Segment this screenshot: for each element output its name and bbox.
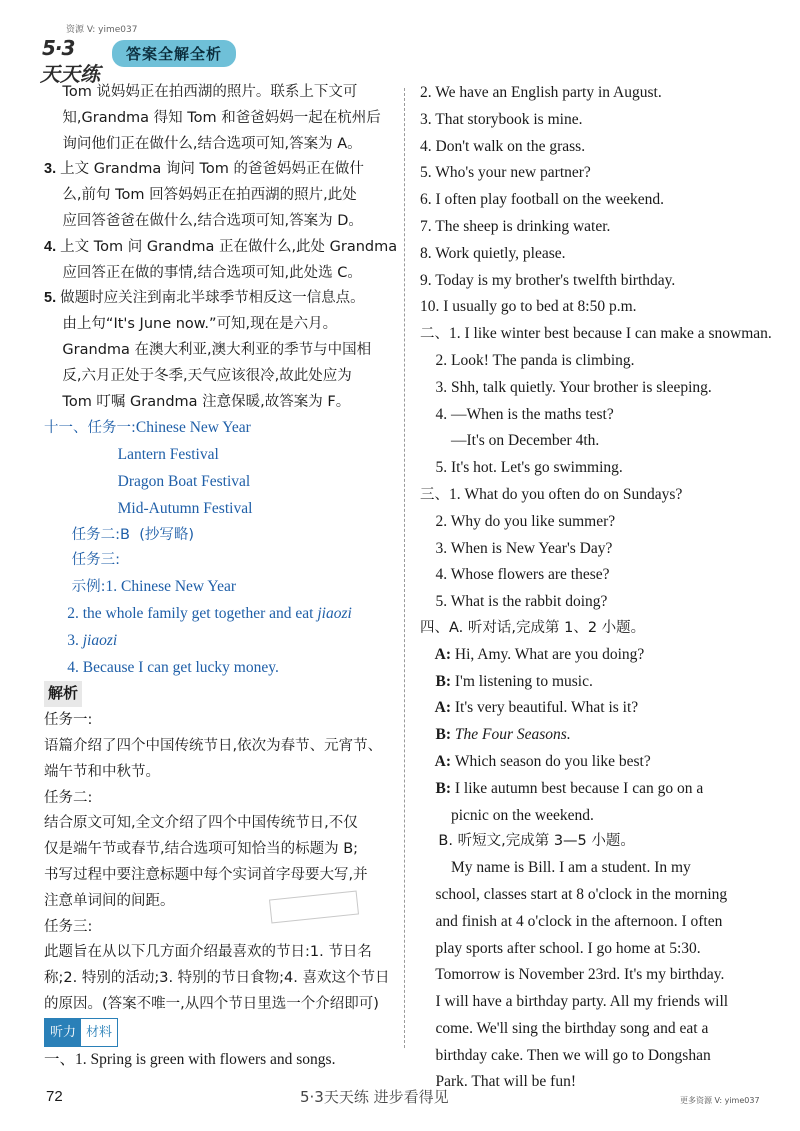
text-line (44, 863, 399, 889)
text-segment: 知,Grandma 得知 Tom 和爸爸妈妈一起在杭州后 (44, 109, 381, 126)
text-line (44, 786, 399, 812)
text-line (44, 734, 399, 760)
text-line (44, 708, 399, 734)
logo-line2: 天天练 (40, 62, 100, 86)
text-segment: 4. Whose flowers are these? (420, 566, 610, 584)
text-segment: 示例: (44, 579, 106, 596)
text-line (44, 574, 399, 601)
text-line (420, 107, 765, 134)
text-segment: Grandma 在澳大利亚,澳大利亚的季节与中国相 (44, 341, 372, 358)
text-line (44, 992, 399, 1018)
text-line (420, 936, 765, 963)
text-line (420, 989, 765, 1016)
text-line (44, 940, 399, 966)
top-watermark: 资源 V: yime037 (66, 25, 138, 35)
text-segment: A: (420, 699, 455, 717)
text-segment: 此题旨在从以下几方面介绍最喜欢的节日:1. 节日名 (44, 944, 372, 961)
text-line (420, 241, 765, 268)
text-line (420, 214, 765, 241)
text-segment: 上文 Grandma 询问 Tom 的爸爸妈妈正在做什 (60, 161, 364, 178)
text-line (420, 375, 765, 402)
brand-logo (38, 28, 108, 84)
text-segment: 4. (44, 238, 61, 255)
text-segment: 7. The sheep is drinking water. (420, 217, 611, 235)
text-segment: Lantern Festival (44, 446, 219, 464)
listening-tag (44, 1018, 118, 1048)
text-line (44, 209, 399, 235)
text-line (44, 132, 399, 158)
text-segment: 5. What is the rabbit doing? (420, 593, 608, 611)
text-segment: B: (420, 672, 455, 690)
left-column (44, 80, 399, 1074)
text-segment: 10. I usually go to bed at 8:50 p.m. (420, 298, 637, 316)
footer-watermark: 更多资源 V: yime037 (680, 1096, 760, 1105)
text-segment: Hi, Amy. What are you doing? (454, 645, 645, 663)
text-line (420, 402, 765, 429)
text-line (420, 803, 765, 830)
text-line (44, 338, 399, 364)
text-segment: 4. Because I can get lucky money. (44, 658, 279, 676)
text-segment: 任务三: (44, 918, 93, 935)
text-segment: 由上句“It's June now.”可知,现在是六月。 (44, 316, 338, 333)
text-line (420, 348, 765, 375)
text-segment: 4. Don't walk on the grass. (420, 137, 586, 155)
text-segment: 5. Who's your new partner? (420, 164, 591, 182)
text-line (44, 1047, 399, 1074)
text-segment: 任务一: (44, 712, 93, 729)
text-line (420, 321, 772, 348)
text-line (44, 760, 399, 786)
text-segment: 1. What do you often do on Sundays? (449, 485, 683, 503)
text-line (420, 855, 765, 882)
text-segment: 三、 (420, 486, 449, 503)
text-segment: jiaozi (317, 604, 352, 622)
text-segment: B. 听短文,完成第 3—5 小题。 (420, 833, 635, 850)
text-line (420, 882, 765, 909)
text-segment: B: (420, 779, 455, 797)
text-segment: Tomorrow is November 23rd. It's my birthday. (420, 966, 725, 984)
text-line (44, 966, 399, 992)
text-line (420, 776, 765, 803)
text-segment: school, classes start at 8 o'clock in the morning (420, 885, 728, 903)
text-segment: 四、A. 听对话,完成第 1、2 小题。 (420, 619, 646, 636)
text-segment: 3. (44, 631, 83, 649)
text-line (420, 294, 765, 321)
text-line (44, 655, 399, 682)
text-segment: 结合原文可知,全文介绍了四个中国传统节日,不仅 (44, 815, 358, 832)
text-segment: 任务二: (44, 789, 93, 806)
text-line (420, 268, 765, 295)
text-line (420, 536, 765, 563)
text-segment: 的原因。(答案不唯一,从四个节日里选一个介绍即可) (44, 995, 379, 1012)
text-segment: birthday cake. Then we will go to Dongshan (420, 1046, 711, 1064)
page-number: 72 (46, 1088, 63, 1105)
text-segment: 任务三: (44, 552, 121, 569)
text-segment: A: (420, 752, 455, 770)
text-segment: 1. I like winter best because I can make a snowman. (449, 325, 772, 343)
section-banner: 答案全解全析 (112, 40, 236, 67)
text-line (420, 669, 765, 696)
text-line (44, 548, 399, 574)
text-line (44, 157, 399, 183)
text-segment: come. We'll sing the birthday song and eat a (420, 1019, 709, 1037)
text-line (420, 187, 765, 214)
text-line (420, 80, 765, 107)
text-line (44, 80, 399, 106)
text-line (420, 749, 765, 776)
text-line (44, 681, 399, 708)
text-segment: Park. That will be fun! (420, 1073, 576, 1091)
column-divider (404, 88, 405, 1048)
text-segment: 书写过程中要注意标题中每个实词首字母要大写,并 (44, 866, 368, 883)
text-segment: 3. When is New Year's Day? (420, 539, 613, 557)
text-line (420, 428, 765, 455)
text-segment: 应回答爸爸在做什么,结合选项可知,答案为 D。 (44, 212, 363, 229)
text-line (44, 415, 399, 442)
text-segment: and finish at 4 o'clock in the afternoon. I often (420, 912, 723, 930)
text-line (420, 562, 765, 589)
text-segment: Tom 叮嘱 Grandma 注意保暖,故答案为 F。 (44, 393, 351, 410)
text-line (420, 1069, 765, 1096)
text-segment: 2. the whole family get together and eat (44, 604, 318, 622)
text-segment: 6. I often play football on the weekend. (420, 191, 665, 209)
text-line (420, 722, 765, 749)
text-segment: jiaozi (82, 631, 118, 649)
text-segment: 3. Shh, talk quietly. Your brother is sleeping. (420, 378, 712, 396)
text-segment: A: (420, 645, 455, 663)
text-line (44, 183, 399, 209)
text-line (420, 616, 765, 642)
text-segment: 端午节和中秋节。 (44, 763, 160, 780)
page-header (38, 22, 758, 86)
text-segment: 3. (44, 161, 61, 178)
text-segment: 二、 (420, 326, 449, 343)
text-segment: Dragon Boat Festival (44, 472, 251, 490)
text-segment: 称;2. 特别的活动;3. 特别的节日食物;4. 喜欢这个节日 (44, 970, 390, 987)
text-line (420, 695, 765, 722)
text-line (44, 286, 399, 312)
text-segment: —It's on December 4th. (420, 432, 600, 450)
text-line (420, 829, 765, 855)
text-segment: 询问他们正在做什么,结合选项可知,答案为 A。 (44, 135, 362, 152)
text-segment: 反,六月正处于冬季,天气应该很冷,故此处应为 (44, 367, 352, 384)
text-segment: 解析 (44, 681, 82, 707)
text-line (44, 811, 399, 837)
text-line (44, 106, 399, 132)
text-line (420, 1043, 765, 1070)
text-line (420, 589, 765, 616)
text-segment: 么,前句 Tom 回答妈妈正在拍西湖的照片,此处 (44, 187, 357, 204)
text-segment: 仅是端午节或春节,结合选项可知恰当的标题为 B; (44, 841, 359, 858)
text-segment: I will have a birthday party. All my friends will (420, 993, 729, 1011)
text-segment: B: (420, 726, 455, 744)
text-line (44, 837, 399, 863)
text-segment: 1. Chinese New Year (105, 578, 236, 596)
text-segment: 2. Why do you like summer? (420, 512, 616, 530)
text-segment: 3. That storybook is mine. (420, 110, 583, 128)
text-line (44, 523, 399, 549)
text-line (44, 312, 399, 338)
text-segment: Chinese New Year (135, 419, 251, 437)
right-column (420, 80, 772, 1096)
listening-tag-a: 听力 (45, 1019, 81, 1047)
text-segment: Which season do you like best? (454, 752, 651, 770)
text-line (44, 628, 399, 655)
footer-slogan: 5·3天天练 进步看得见 (300, 1088, 449, 1106)
text-segment: Tom 说妈妈正在拍西湖的照片。联系上下文可 (44, 84, 358, 100)
text-segment: 8. Work quietly, please. (420, 244, 566, 262)
text-line (44, 469, 399, 496)
text-line (420, 134, 765, 161)
text-line (420, 962, 765, 989)
text-line (420, 1016, 765, 1043)
text-segment: My name is Bill. I am a student. In my (420, 859, 691, 877)
text-line (44, 496, 399, 523)
text-segment: 十一、任务一: (44, 420, 136, 437)
text-segment: 上文 Tom 问 Grandma 正在做什么,此处 Grandma (60, 238, 398, 255)
text-line (44, 364, 399, 390)
text-line (420, 642, 765, 669)
text-line (44, 235, 399, 261)
text-segment: 5. (44, 290, 61, 307)
text-line (420, 160, 765, 187)
text-segment: 2. We have an English party in August. (420, 84, 662, 101)
listening-material-label (44, 1018, 399, 1048)
logo-line1: 5·3 (42, 36, 75, 60)
text-segment: 注意单词间的间距。 (44, 892, 175, 909)
text-segment: 一、1. Spring is green with flowers and songs. (44, 1051, 336, 1069)
text-line (44, 261, 399, 287)
text-segment: 4. —When is the maths test? (420, 405, 614, 423)
text-segment: picnic on the weekend. (420, 806, 594, 824)
text-segment: play sports after school. I go home at 5:30. (420, 939, 701, 957)
text-segment: I'm listening to music. (454, 672, 593, 690)
text-line (420, 482, 765, 509)
text-line (420, 509, 765, 536)
text-segment: It's very beautiful. What is it? (454, 699, 639, 717)
text-segment: 做题时应关注到南北半球季节相反这一信息点。 (60, 290, 365, 307)
text-line (420, 909, 765, 936)
text-segment: I like autumn best because I can go on a (454, 779, 704, 797)
text-segment: 5. It's hot. Let's go swimming. (420, 459, 623, 477)
text-segment: The Four Seasons. (454, 726, 571, 744)
text-segment: 2. Look! The panda is climbing. (420, 351, 635, 369)
text-line (44, 915, 399, 941)
text-segment: Mid-Autumn Festival (44, 499, 253, 517)
text-segment: 任务二:B (抄写略) (44, 526, 195, 543)
text-segment: 语篇介绍了四个中国传统节日,依次为春节、元宵节、 (44, 737, 383, 754)
text-line (44, 601, 399, 628)
text-line (420, 455, 765, 482)
text-segment: 9. Today is my brother's twelfth birthday. (420, 271, 676, 289)
text-line (44, 442, 399, 469)
listening-tag-b: 材料 (81, 1019, 117, 1047)
text-segment: 应回答正在做的事情,结合选项可知,此处选 C。 (44, 264, 362, 281)
text-line (44, 390, 399, 416)
